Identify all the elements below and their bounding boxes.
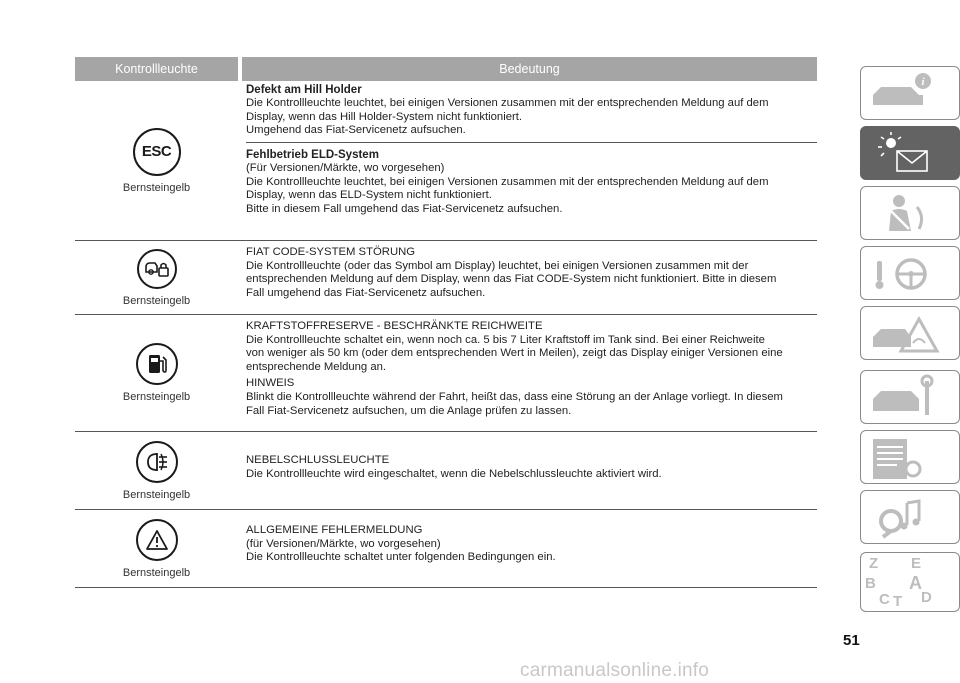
table-row (75, 241, 817, 315)
steering-wheel-key-icon (861, 247, 960, 301)
general-warning-icon (136, 519, 178, 561)
meaning-section: Defekt am Hill Holder Die Kontrollleuchte leuchtet, bei einigen Versionen zusammen mit der entsprechenden Meldung auf dem Display, wenn das Hill Holder-System nicht funktioniert. Umgehend das Fiat-Servicenetz aufsuchen. (246, 81, 817, 142)
driving-tab[interactable] (860, 246, 960, 300)
car-info-icon (861, 67, 960, 121)
maintenance-tab[interactable] (860, 370, 960, 424)
lamp-color-label: Bernsteingelb (122, 566, 191, 579)
emergency-tab[interactable] (860, 306, 960, 360)
table-row (75, 432, 817, 510)
header-bedeutung: Bedeutung (242, 57, 817, 81)
lamp-color-label: Bernsteingelb (122, 181, 191, 194)
meaning-section: NEBELSCHLUSSLEUCHTE Die Kontrollleuchte wird eingeschaltet, wenn die Nebelschlussleuchte aktiviert wird. (246, 454, 662, 480)
meaning-section: KRAFTSTOFFRESERVE - BESCHRÄNKTE REICHWEITE Die Kontrollleuchte schaltet ein, wenn noch ca. 5 bis 7 Liter Kraftstoff im Tank sind. Bei einer Reichweite von weniger als 50 km (oder dem entsprechenden Wert in Meilen), zeigt das Display einiger Versionen eine entsprechende Meldung an. HINWEIS Blinkt die Kontrollleuchte während der Fahrt, heißt das, dass eine Störung an der Anlage vorliegt. In diesem Fall Fiat-Servicenetz aufsuchen, um die Anlage prüfen zu lassen. (246, 320, 783, 417)
multimedia-tab[interactable] (860, 490, 960, 544)
car-info-tab[interactable] (860, 66, 960, 120)
safety-tab[interactable] (860, 186, 960, 240)
lamp-color-label: Bernsteingelb (122, 391, 191, 403)
meaning-cell (242, 241, 817, 314)
esc-warning-icon: ESC (133, 128, 181, 176)
page-number: 51 (843, 632, 860, 649)
light-cell (75, 315, 238, 431)
emergency-triangle-icon (861, 307, 960, 361)
rear-fog-light-icon (136, 441, 178, 483)
meaning-section: Fehlbetrieb ELD-System (Für Versionen/Märkte, wo vorgesehen) Die Kontrollleuchte leuchtet, bei einigen Versionen zusammen mit der entsprechenden Meldung auf dem Display, wenn das ELD-System nicht funktioniert. Bitte in diesem Fall umgehend das Fiat-Servicenetz aufsuchen. (246, 142, 817, 222)
lamp-color-label: Bernsteingelb (122, 488, 191, 501)
warning-lights-table (75, 57, 817, 588)
fiat-code-icon (137, 249, 177, 289)
light-cell (75, 241, 238, 314)
fuel-pump-icon (136, 343, 178, 385)
meaning-cell (242, 81, 817, 240)
meaning-section: ALLGEMEINE FEHLERMELDUNG (für Versionen/Märkte, wo vorgesehen) Die Kontrollleuchte schaltet unter folgenden Bedingungen ein. (246, 524, 556, 564)
car-wrench-icon (861, 371, 960, 425)
table-row (75, 510, 817, 588)
meaning-cell (242, 510, 817, 587)
section-title: Fehlbetrieb ELD-System (246, 149, 379, 161)
lamp-color-label: Bernsteingelb (122, 294, 191, 307)
meaning-cell (242, 315, 817, 431)
seatbelt-icon (861, 187, 960, 241)
table-row (75, 81, 817, 241)
svg-text:i: i (921, 76, 925, 88)
section-title: Defekt am Hill Holder (246, 84, 362, 96)
table-row (75, 315, 817, 432)
light-cell (75, 81, 238, 240)
warning-light-envelope-icon (861, 127, 960, 181)
multimedia-note-icon (861, 491, 960, 545)
technical-data-tab[interactable] (860, 430, 960, 484)
header-kontrollleuchte: Kontrollleuchte (75, 57, 238, 81)
light-cell (75, 432, 238, 509)
table-header (75, 57, 817, 81)
watermark: carmanualsonline.info (520, 660, 710, 681)
document-gear-icon (861, 431, 960, 485)
index-tab[interactable] (860, 552, 960, 612)
meaning-cell (242, 432, 817, 509)
warning-lights-tab[interactable] (860, 126, 960, 180)
index-letters-icon: Z E B A C T D (865, 555, 932, 610)
meaning-section: FIAT CODE-SYSTEM STÖRUNG Die Kontrollleuchte (oder das Symbol am Display) leuchtet, bei einigen Versionen zusammen mit der entsprechenden Meldung auf dem Display, wenn das Fiat CODE-System nicht funktioniert. Bitte in diesem Fall umgehend das Fiat-Servicenetz aufsuchen. (246, 246, 777, 299)
light-cell (75, 510, 238, 587)
